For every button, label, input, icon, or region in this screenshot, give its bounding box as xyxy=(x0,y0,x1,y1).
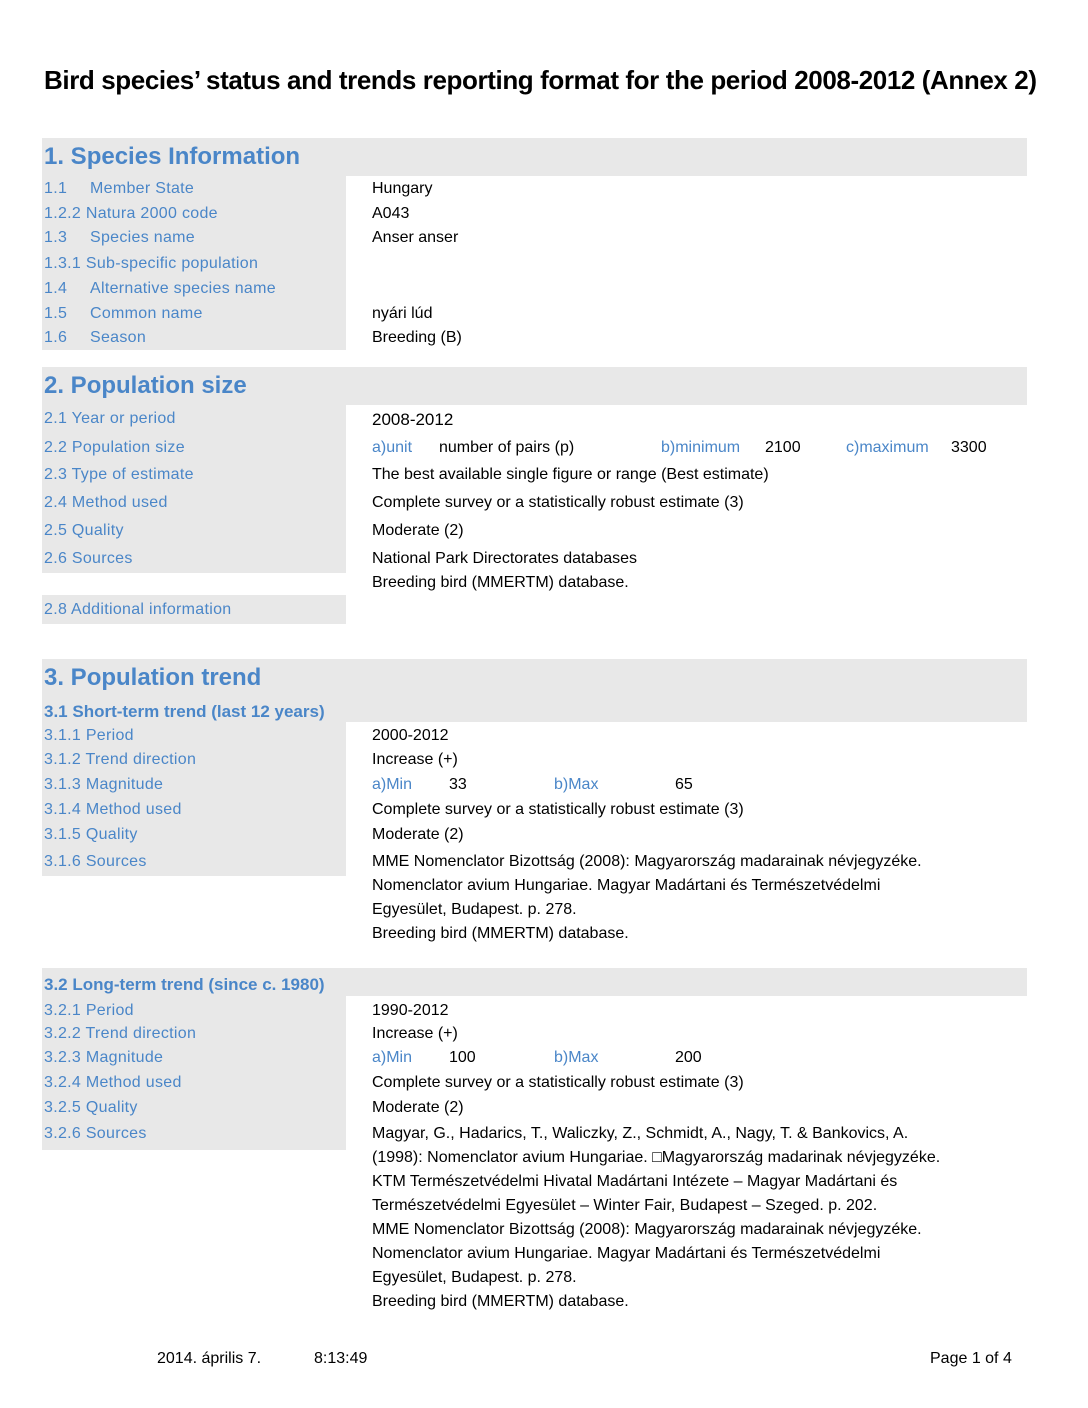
short-quality-label: 3.1.5 Quality xyxy=(44,826,138,843)
row-common-name-value: nyári lúd xyxy=(372,305,433,322)
short-period-value: 2000-2012 xyxy=(372,727,449,744)
minimum-label: b)minimum xyxy=(661,439,741,456)
short-period-label: 3.1.1 Period xyxy=(44,727,134,744)
sources-label: 2.6 Sources xyxy=(44,550,133,567)
long-sources-line: MME Nomenclator Bizottság (2008): Magyarország madarainak névjegyzéke. xyxy=(372,1221,922,1238)
short-method-value: Complete survey or a statistically robust estimate (3) xyxy=(372,801,744,818)
population-size-label: 2.2 Population size xyxy=(44,439,185,456)
short-sources-line: MME Nomenclator Bizottság (2008): Magyarország madarainak névjegyzéke. xyxy=(372,853,922,870)
row-species-name-value: Anser anser xyxy=(372,229,459,246)
document-title: Bird species’ status and trends reporting format for the period 2008-2012 (Annex 2) xyxy=(44,65,1037,95)
long-min-label: a)Min xyxy=(372,1049,413,1066)
section-1-heading: 1. Species Information xyxy=(44,143,301,170)
long-sources-line: Magyar, G., Hadarics, T., Waliczky, Z., Schmidt, A., Nagy, T. & Bankovics, A. xyxy=(372,1125,909,1142)
quality-label: 2.5 Quality xyxy=(44,522,124,539)
long-direction-label: 3.2.2 Trend direction xyxy=(44,1025,197,1042)
type-estimate-value: The best available single figure or range (Best estimate) xyxy=(372,466,769,483)
additional-info-label: 2.8 Additional information xyxy=(44,601,232,618)
footer-time: 8:13:49 xyxy=(314,1350,368,1367)
long-min-value: 100 xyxy=(449,1049,476,1066)
footer-page-number: Page 1 of 4 xyxy=(930,1350,1012,1367)
method-used-label: 2.4 Method used xyxy=(44,494,168,511)
row-natura-code-value: A043 xyxy=(372,205,410,222)
long-max-value: 200 xyxy=(675,1049,702,1066)
long-term-heading: 3.2 Long-term trend (since c. 1980) xyxy=(44,975,325,994)
long-quality-label: 3.2.5 Quality xyxy=(44,1099,138,1116)
short-magnitude-label: 3.1.3 Magnitude xyxy=(44,776,164,793)
long-period-value: 1990-2012 xyxy=(372,1002,449,1019)
type-estimate-label: 2.3 Type of estimate xyxy=(44,466,194,483)
short-quality-value: Moderate (2) xyxy=(372,826,464,843)
short-max-value: 65 xyxy=(675,776,693,793)
row-member-state-value: Hungary xyxy=(372,180,433,197)
section-2-label-column xyxy=(42,405,346,573)
sources-line: Breeding bird (MMERTM) database. xyxy=(372,574,629,591)
long-sources-line: (1998): Nomenclator avium Hungariae. □Magyarország madarinak névjegyzéke. xyxy=(372,1149,941,1166)
long-period-label: 3.2.1 Period xyxy=(44,1002,134,1019)
long-direction-value: Increase (+) xyxy=(372,1025,458,1042)
row-alt-name-label: 1.4 Alternative species name xyxy=(44,280,276,297)
unit-value: number of pairs (p) xyxy=(439,439,575,456)
method-used-value: Complete survey or a statistically robust estimate (3) xyxy=(372,494,744,511)
row-natura-code-label: 1.2.2 Natura 2000 code xyxy=(44,205,218,222)
short-min-label: a)Min xyxy=(372,776,413,793)
row-season-value: Breeding (B) xyxy=(372,329,462,346)
long-magnitude-label: 3.2.3 Magnitude xyxy=(44,1049,164,1066)
unit-label: a)unit xyxy=(372,439,413,456)
long-sources-line: Természetvédelmi Egyesület – Winter Fair, Budapest – Szeged. p. 202. xyxy=(372,1197,878,1214)
short-sources-line: Nomenclator avium Hungariae. Magyar Madártani és Természetvédelmi xyxy=(372,877,881,894)
sources-line: National Park Directorates databases xyxy=(372,550,638,567)
short-direction-label: 3.1.2 Trend direction xyxy=(44,751,197,768)
maximum-value: 3300 xyxy=(951,439,987,456)
row-species-name-label: 1.3 Species name xyxy=(44,229,195,246)
short-direction-value: Increase (+) xyxy=(372,751,458,768)
long-max-label: b)Max xyxy=(554,1049,599,1066)
year-period-value: 2008-2012 xyxy=(372,410,454,429)
maximum-label: c)maximum xyxy=(846,439,929,456)
footer-date: 2014. április 7. xyxy=(157,1350,262,1367)
long-method-value: Complete survey or a statistically robust estimate (3) xyxy=(372,1074,744,1091)
row-season-label: 1.6 Season xyxy=(44,329,147,346)
section-3-heading: 3. Population trend xyxy=(44,664,262,691)
long-method-label: 3.2.4 Method used xyxy=(44,1074,182,1091)
row-common-name-label: 1.5 Common name xyxy=(44,305,203,322)
short-min-value: 33 xyxy=(449,776,467,793)
row-subspecific-label: 1.3.1 Sub-specific population xyxy=(44,255,259,272)
minimum-value: 2100 xyxy=(765,439,801,456)
short-term-heading: 3.1 Short-term trend (last 12 years) xyxy=(44,702,325,721)
long-sources-line: Nomenclator avium Hungariae. Magyar Madártani és Természetvédelmi xyxy=(372,1245,881,1262)
short-sources-line: Breeding bird (MMERTM) database. xyxy=(372,925,629,942)
long-sources-line: KTM Természetvédelmi Hivatal Madártani Intézete – Magyar Madártani és xyxy=(372,1173,898,1190)
row-member-state-label: 1.1 Member State xyxy=(44,180,195,197)
long-sources-line: Breeding bird (MMERTM) database. xyxy=(372,1293,629,1310)
short-sources-label: 3.1.6 Sources xyxy=(44,853,147,870)
quality-value: Moderate (2) xyxy=(372,522,464,539)
section-2-heading: 2. Population size xyxy=(44,372,247,399)
year-period-label: 2.1 Year or period xyxy=(44,410,176,427)
long-quality-value: Moderate (2) xyxy=(372,1099,464,1116)
long-sources-line: Egyesület, Budapest. p. 278. xyxy=(372,1269,577,1286)
short-max-label: b)Max xyxy=(554,776,599,793)
short-sources-line: Egyesület, Budapest. p. 278. xyxy=(372,901,577,918)
long-sources-label: 3.2.6 Sources xyxy=(44,1125,147,1142)
short-method-label: 3.1.4 Method used xyxy=(44,801,182,818)
